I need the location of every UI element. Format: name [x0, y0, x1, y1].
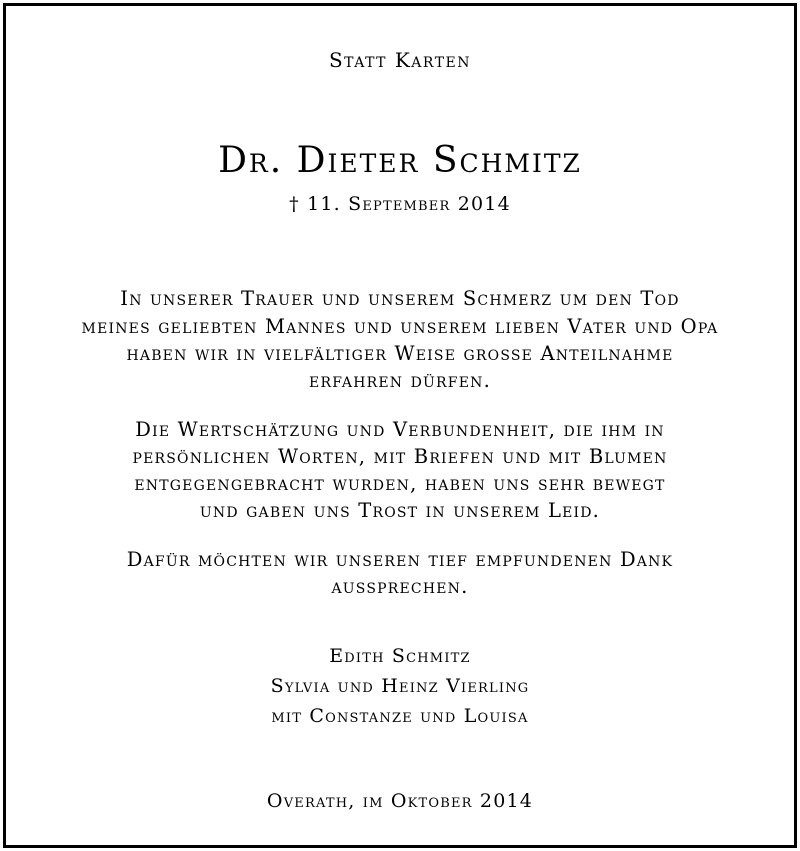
signature-line: Sylvia und Heinz Vierling	[270, 675, 530, 697]
paragraph1-line: meines geliebten Mannes und unserem lieben Vater und Opa	[81, 315, 719, 338]
paragraph3-line: Dafür möchten wir unseren tief empfundenen Dank	[126, 548, 674, 571]
death-date: † 11. September 2014	[289, 193, 511, 215]
paragraph2-line: und gaben uns Trost in unserem Leid.	[199, 499, 601, 522]
paragraph2-line: Die Wertschätzung und Verbundenheit, die ihm in	[135, 418, 665, 441]
header-statt-karten: Statt Karten	[328, 48, 472, 72]
paragraph2-line: entgegengebracht wurden, haben uns sehr bewegt	[134, 472, 666, 495]
paragraph1-line: erfahren dürfen.	[309, 369, 491, 392]
place-and-date: Overath, im Oktober 2014	[266, 790, 534, 812]
deceased-name: Dr. Dieter Schmitz	[218, 140, 582, 181]
paragraph1-line: In unserer Trauer und unserem Schmerz um den Tod	[120, 287, 680, 310]
signature-line: Edith Schmitz	[329, 645, 471, 667]
paragraph2-line: persönlichen Worten, mit Briefen und mit Blumen	[132, 445, 668, 468]
signature-line: mit Constanze und Louisa	[271, 705, 529, 727]
obituary-notice	[3, 3, 797, 848]
paragraph1-line: haben wir in vielfältiger Weise grosse Anteilnahme	[126, 342, 674, 365]
paragraph3-line: aussprechen.	[331, 575, 469, 598]
